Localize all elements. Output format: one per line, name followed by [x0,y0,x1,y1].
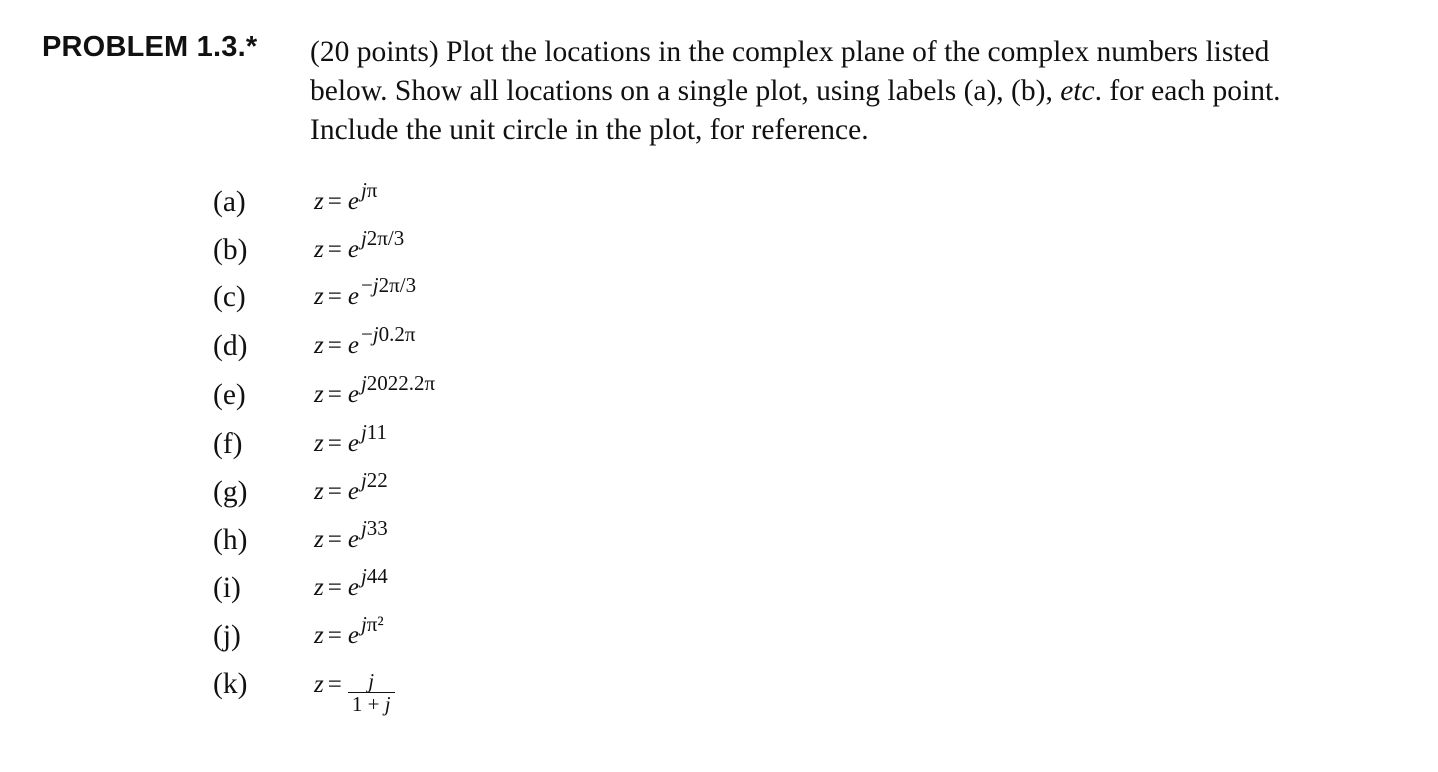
item-equation [314,612,384,656]
eq-lhs: z [314,332,324,359]
eq-exponent: −j0.2π [360,322,416,346]
eq-exponent: j44 [360,564,388,588]
eq-exponent: j11 [360,420,388,444]
item-label: (e) [213,379,246,411]
eq-exponent: j33 [360,516,388,540]
eq-base: e [347,478,359,505]
fraction-denominator: 1 + j [351,692,391,716]
item-equation [314,564,388,608]
eq-fraction [348,670,395,715]
eq-lhs: z [314,236,324,263]
eq-exponent: −j2π/3 [360,273,417,297]
eq-base: e [347,430,359,457]
item-equation [314,516,388,560]
eq-base: e [347,526,359,553]
item-equation [314,226,405,270]
item-equation [314,273,417,317]
problem-heading: PROBLEM 1.3.* [42,31,258,63]
eq-lhs: z [314,430,324,457]
item-label: (b) [213,234,248,266]
item-label: (f) [213,428,243,460]
item-label: (a) [213,186,246,218]
eq-lhs: z [314,478,324,505]
eq-lhs: z [314,526,324,553]
statement-line-3: Include the unit circle in the plot, for reference. [310,114,869,146]
eq-exponent: j2π/3 [360,226,405,250]
eq-exponent: jπ [360,178,378,202]
problem-statement [310,33,1420,150]
statement-line-2 [310,72,1420,111]
eq-sign: = [327,188,342,215]
item-equation [314,664,395,716]
eq-base: e [347,622,359,649]
eq-lhs: z [314,188,324,215]
eq-lhs: z [314,381,324,408]
item-label: (j) [213,620,241,652]
item-equation [314,322,416,366]
eq-exponent: j2022.2π [360,371,436,395]
eq-lhs: z [314,283,324,310]
eq-base: e [347,574,359,601]
fraction-numerator: j [348,670,395,693]
item-label: (c) [213,281,246,313]
item-label: (d) [213,330,248,362]
eq-exponent: j22 [360,468,388,492]
eq-sign: = [327,381,342,408]
eq-base: e [347,381,359,408]
item-equation [314,420,388,464]
statement-etc: etc [1060,75,1095,107]
eq-sign: = [327,526,342,553]
eq-exponent: jπ² [360,612,384,636]
item-equation [314,178,378,222]
eq-base: e [347,188,359,215]
eq-sign: = [327,478,342,505]
eq-sign: = [327,622,342,649]
statement-line-1: (20 points) Plot the locations in the complex plane of the complex numbers listed [310,36,1270,68]
eq-sign: = [327,283,342,310]
eq-base: e [347,236,359,263]
eq-lhs: z [314,574,324,601]
eq-base: e [347,283,359,310]
eq-sign: = [327,332,342,359]
eq-sign: = [327,671,342,699]
eq-base: e [347,332,359,359]
item-label: (i) [213,572,241,604]
item-label: (h) [213,524,248,556]
statement-line-2-text: below. Show all locations on a single plot, using labels (a), (b), [310,75,1061,107]
item-label: (g) [213,476,248,508]
eq-sign: = [327,430,342,457]
item-label: (k) [213,668,248,700]
eq-lhs: z [314,622,324,649]
statement-line-2-tail: . for each point. [1094,75,1281,107]
eq-sign: = [327,236,342,263]
eq-sign: = [327,574,342,601]
item-equation [314,468,388,512]
item-equation [314,371,436,415]
eq-lhs: z [314,671,324,699]
